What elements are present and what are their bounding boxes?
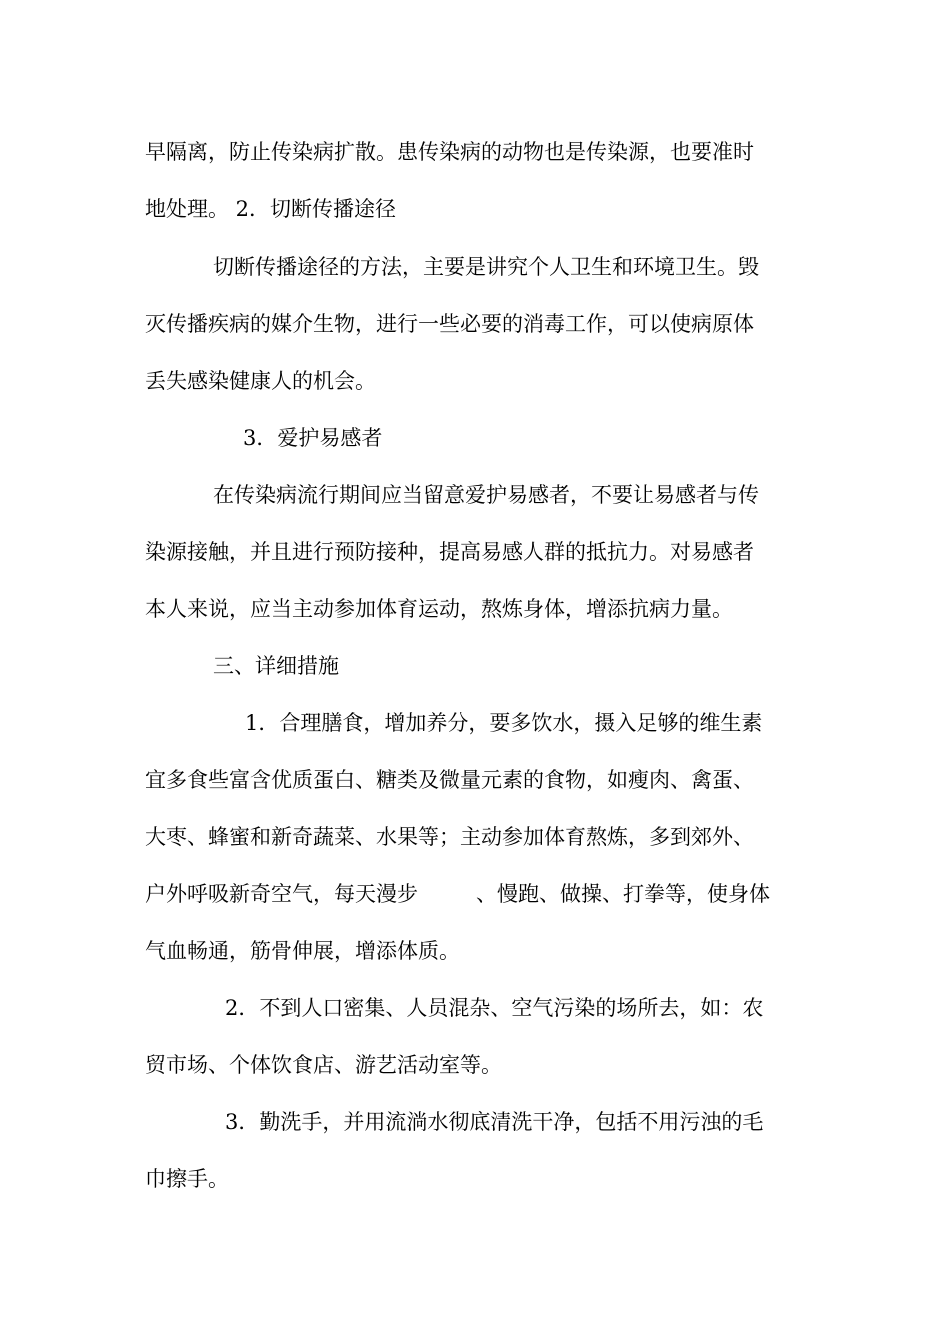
section-heading: 三、详细措施 <box>213 654 339 678</box>
text-line: 地处理。 2．切断传播途径 <box>145 197 397 221</box>
text-line: 切断传播途径的方法，主要是讲究个人卫生和环境卫生。毁 <box>213 255 759 279</box>
text-line: 大枣、蜂蜜和新奇蔬菜、水果等；主动参加体育熬炼，多到郊外、 <box>145 825 754 849</box>
text-fragment: 、慢跑、做操、打拳等，使身体 <box>476 882 770 906</box>
section-heading: 3．爱护易感者 <box>243 426 383 450</box>
text-fragment: 户外呼吸新奇空气，每天漫步 <box>145 882 418 906</box>
text-line: 巾擦手。 <box>145 1167 229 1191</box>
text-line: 在传染病流行期间应当留意爱护易感者，不要让易感者与传 <box>213 483 759 507</box>
text-line <box>145 880 770 908</box>
text-line: 染源接触，并且进行预防接种，提高易感人群的抵抗力。对易感者 <box>145 540 754 564</box>
text-line: 气血畅通，筋骨伸展，增添体质。 <box>145 939 460 963</box>
text-line: 本人来说，应当主动参加体育运动，熬炼身体，增添抗病力量。 <box>145 597 733 621</box>
text-line: 贸市场、个体饮食店、游艺活动室等。 <box>145 1053 502 1077</box>
text-line: 灭传播疾病的媒介生物，进行一些必要的消毒工作，可以使病原体 <box>145 312 754 336</box>
text-line: 1．合理膳食，增加养分，要多饮水，摄入足够的维生素 <box>245 711 763 735</box>
text-line: 2．不到人口密集、人员混杂、空气污染的场所去，如：农 <box>225 996 764 1020</box>
text-line: 丢失感染健康人的机会。 <box>145 369 376 393</box>
text-line: 早隔离，防止传染病扩散。患传染病的动物也是传染源，也要准时 <box>145 140 754 164</box>
text-line: 宜多食些富含优质蛋白、糖类及微量元素的食物，如瘦肉、禽蛋、 <box>145 768 754 792</box>
text-line: 3．勤洗手，并用流淌水彻底清洗干净，包括不用污浊的毛 <box>225 1110 764 1134</box>
